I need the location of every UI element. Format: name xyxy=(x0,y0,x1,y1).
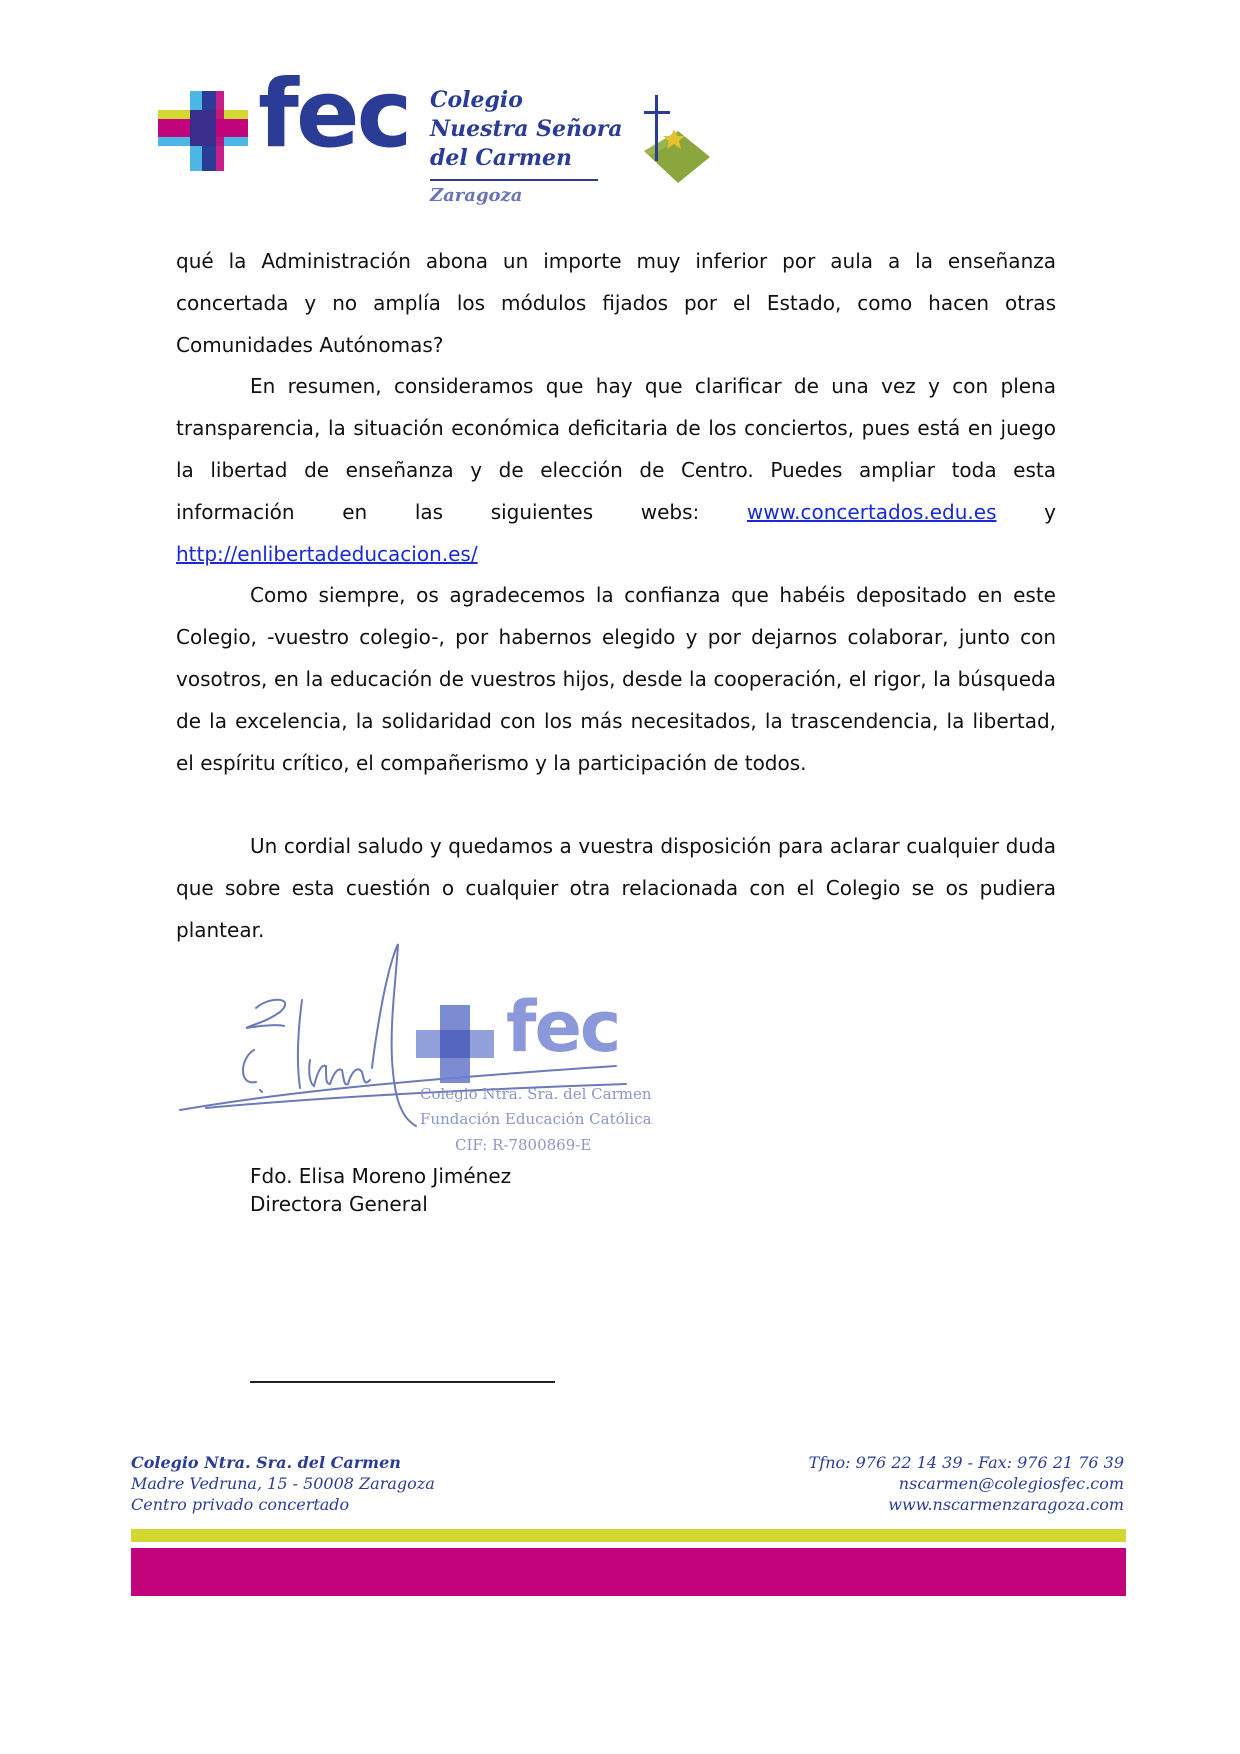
footer-school-name: Colegio Ntra. Sra. del Carmen xyxy=(131,1453,401,1472)
footer-address-line: Madre Vedruna, 15 - 50008 Zaragoza xyxy=(131,1474,435,1493)
cross-crest-icon xyxy=(640,93,718,193)
paragraph-text: En resumen, consideramos que hay que clarificar de una vez y con plena transparencia, la situación económica deficitaria de los conciertos, pues está en juego la libertad de enseñanza y de elección de Centro. Puedes ampliar toda esta información en las siguientes webs: xyxy=(176,374,1056,524)
letter-body xyxy=(176,240,1056,366)
school-name-logo xyxy=(430,86,623,206)
footer-website: www.nscarmenzaragoza.com xyxy=(888,1495,1124,1514)
concertados-link[interactable]: www.concertados.edu.es xyxy=(746,500,997,524)
paragraph: qué la Administración abona un importe muy inferior por aula a la enseñanza concertada y no amplía los módulos fijados por el Estado, como hacen otras Comunidades Autónomas? xyxy=(176,249,1056,357)
footer-address xyxy=(131,1452,435,1515)
stamp-line: Fundación Educación Católica xyxy=(420,1110,652,1128)
fec-cross-logo-icon xyxy=(158,91,248,171)
paragraph: Como siempre, os agradecemos la confianza que habéis depositado en este Colegio, -vuestro colegio-, por habernos elegido y por dejarnos colaborar, junto con vosotros, en la educación de vuestros hijos, desde la cooperación, el rigor, la búsqueda de la excelencia, la solidaridad con los más necesitados, la trascendencia, la libertad, el espíritu crítico, el compañerismo y la participación de todos. xyxy=(176,583,1056,775)
link-joiner: y xyxy=(996,500,1056,524)
school-name-line: Colegio xyxy=(430,87,523,113)
footer-magenta-bar xyxy=(131,1548,1126,1596)
stamp-line: Colegio Ntra. Sra. del Carmen xyxy=(420,1085,652,1103)
school-name-rule xyxy=(430,179,598,181)
letter-body xyxy=(176,825,1056,951)
paragraph xyxy=(176,365,1056,575)
footer-school-type: Centro privado concertado xyxy=(131,1495,350,1514)
letter-body xyxy=(176,574,1056,784)
signer-block xyxy=(250,1162,511,1218)
stamp-line: CIF: R-7800869-E xyxy=(455,1136,592,1154)
footer-contact xyxy=(809,1452,1124,1515)
school-name-line: Nuestra Señora xyxy=(430,116,623,142)
letter-body xyxy=(176,365,1056,575)
footer-phone: Tfno: 976 22 14 39 - Fax: 976 21 76 39 xyxy=(808,1453,1124,1472)
stamp-cross-logo-icon xyxy=(416,1005,494,1083)
stamp-fec-logo-text: fec xyxy=(506,986,620,1068)
enlibertad-link[interactable]: http://enlibertadeducacion.es/ xyxy=(176,542,478,566)
fec-logo-text: fec xyxy=(258,60,410,169)
signer-title: Directora General xyxy=(250,1192,428,1216)
school-city: Zaragoza xyxy=(430,185,523,206)
footer-email: nscarmen@colegiosfec.com xyxy=(898,1474,1124,1493)
paragraph: Un cordial saludo y quedamos a vuestra disposición para aclarar cualquier duda que sobre esta cuestión o cualquier otra relacionada con el Colegio se os pudiera plantear. xyxy=(176,834,1056,942)
signature-rule xyxy=(250,1381,555,1383)
school-name-line: del Carmen xyxy=(430,145,573,171)
signer-name: Fdo. Elisa Moreno Jiménez xyxy=(250,1164,512,1188)
footer-yellow-bar xyxy=(131,1529,1126,1542)
